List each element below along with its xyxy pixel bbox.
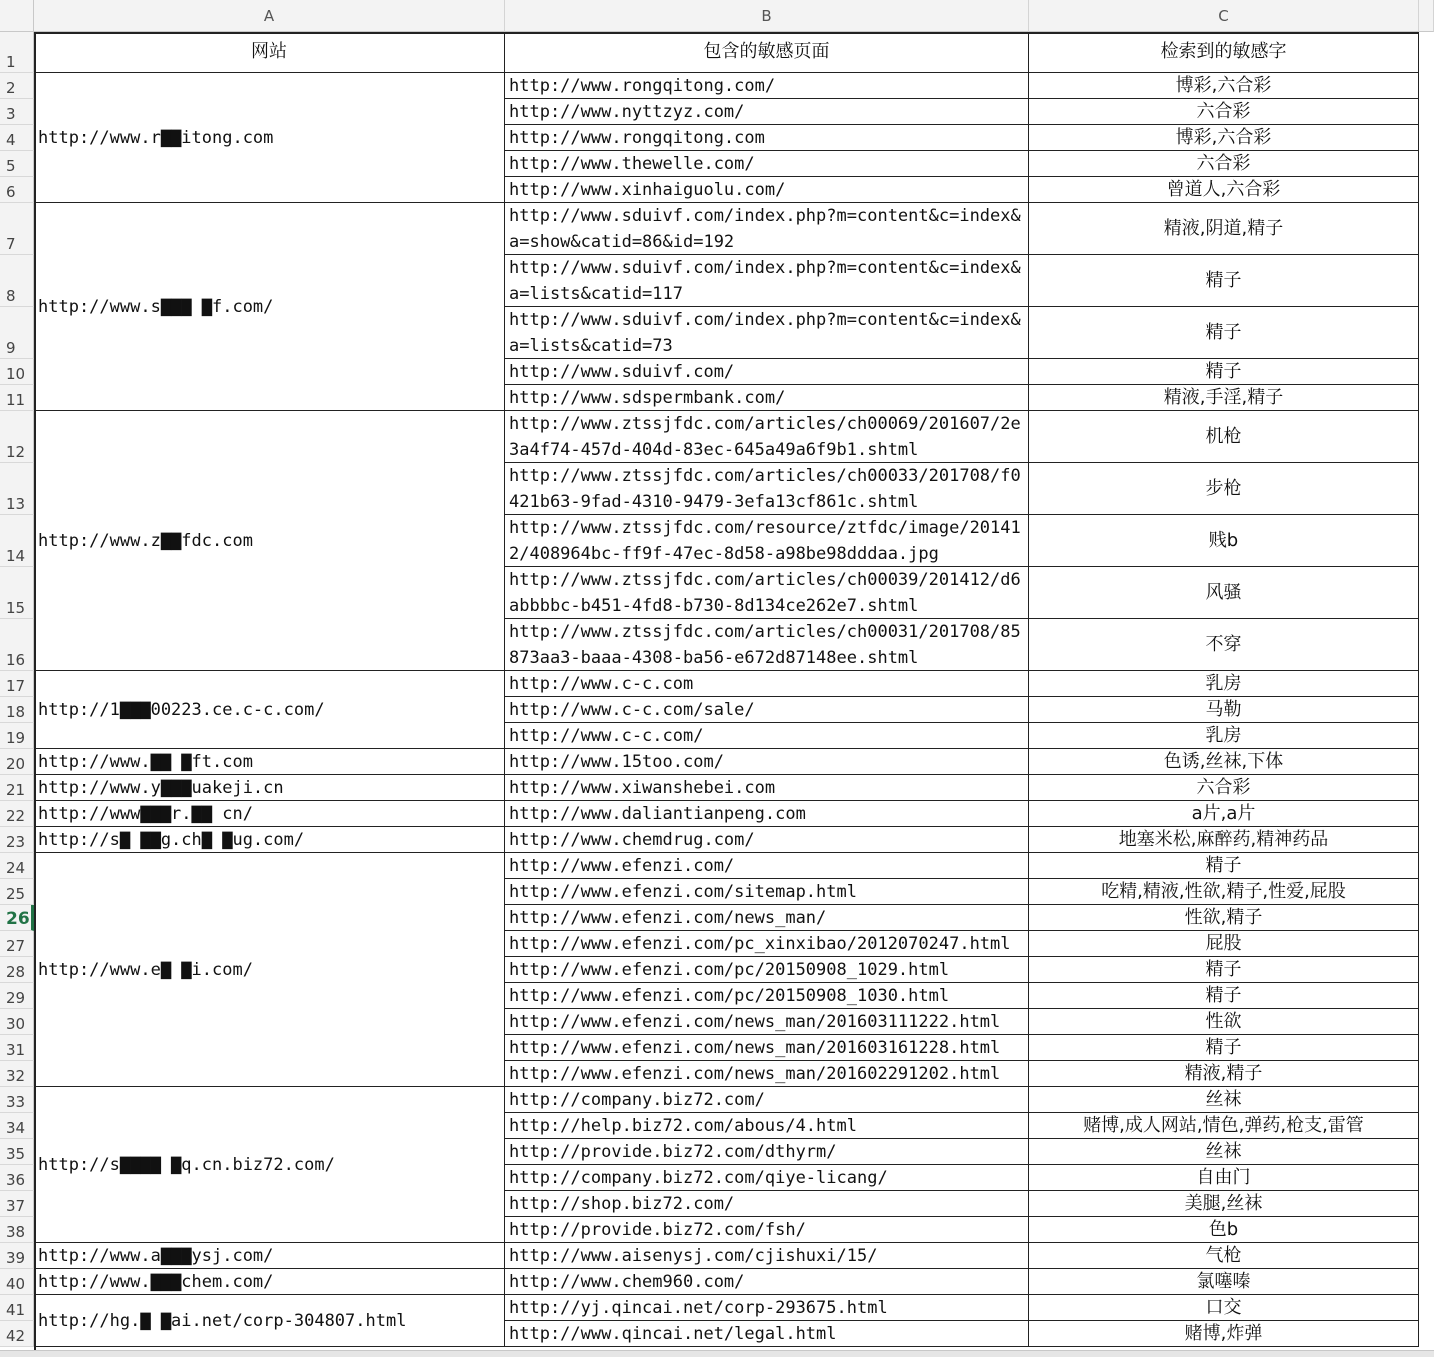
url-cell[interactable]: http://www.efenzi.com/ bbox=[505, 853, 1029, 879]
site-cell[interactable]: http://s▇ ▇▇g.ch▇ ▇ug.com/ bbox=[34, 827, 505, 853]
url-cell[interactable]: http://www.nyttzyz.com/ bbox=[505, 99, 1029, 125]
keyword-cell[interactable]: 精液,手淫,精子 bbox=[1029, 385, 1419, 411]
url-cell[interactable]: http://www.xiwanshebei.com bbox=[505, 775, 1029, 801]
keyword-cell[interactable]: 赌博,成人网站,情色,弹药,枪支,雷管 bbox=[1029, 1113, 1419, 1139]
site-cell[interactable]: http://www▇▇▇r.▇▇ cn/ bbox=[34, 801, 505, 827]
url-cell[interactable]: http://www.sduivf.com/index.php?m=content&c=index&a=show&catid=86&id=192 bbox=[505, 203, 1029, 255]
row-header[interactable]: 30 bbox=[0, 1009, 34, 1035]
keyword-cell[interactable]: 精子 bbox=[1029, 359, 1419, 385]
url-cell[interactable]: http://www.ztssjfdc.com/articles/ch00031/201708/85873aa3-baaa-4308-ba56-e672d87148ee.shtml bbox=[505, 619, 1029, 671]
url-cell[interactable]: http://www.efenzi.com/pc_xinxibao/2012070247.html bbox=[505, 931, 1029, 957]
row-header[interactable]: 26 bbox=[0, 905, 34, 931]
column-header-blank bbox=[1419, 0, 1434, 32]
keyword-cell[interactable]: a片,a片 bbox=[1029, 801, 1419, 827]
row-header[interactable]: 13 bbox=[0, 463, 34, 515]
url-cell[interactable]: http://www.efenzi.com/news_man/201603161228.html bbox=[505, 1035, 1029, 1061]
row-header[interactable]: 10 bbox=[0, 359, 34, 385]
url-cell[interactable]: http://www.daliantianpeng.com bbox=[505, 801, 1029, 827]
row-header[interactable]: 41 bbox=[0, 1295, 34, 1321]
keyword-cell[interactable]: 丝袜 bbox=[1029, 1139, 1419, 1165]
keyword-cell[interactable]: 精子 bbox=[1029, 255, 1419, 307]
row-header[interactable]: 24 bbox=[0, 853, 34, 879]
keyword-cell[interactable]: 吃精,精液,性欲,精子,性爱,屁股 bbox=[1029, 879, 1419, 905]
row-header[interactable]: 23 bbox=[0, 827, 34, 853]
keyword-cell[interactable]: 风骚 bbox=[1029, 567, 1419, 619]
select-all-corner[interactable] bbox=[0, 0, 34, 32]
keyword-cell[interactable]: 精子 bbox=[1029, 1035, 1419, 1061]
url-cell[interactable]: http://www.efenzi.com/sitemap.html bbox=[505, 879, 1029, 905]
row-header[interactable]: 12 bbox=[0, 411, 34, 463]
row-header[interactable]: 3 bbox=[0, 99, 34, 125]
right-margin bbox=[1419, 32, 1434, 1350]
url-cell[interactable]: http://www.qincai.net/legal.html bbox=[505, 1321, 1029, 1347]
keyword-cell[interactable]: 精子 bbox=[1029, 983, 1419, 1009]
site-cell[interactable]: http://1▇▇▇00223.ce.c-c.com/ bbox=[34, 671, 505, 749]
url-cell[interactable]: http://www.ztssjfdc.com/articles/ch00033/201708/f0421b63-9fad-4310-9479-3efa13cf861c.shtml bbox=[505, 463, 1029, 515]
keyword-cell[interactable]: 口交 bbox=[1029, 1295, 1419, 1321]
site-cell[interactable]: http://www.z▇▇fdc.com bbox=[34, 411, 505, 671]
row-header[interactable]: 36 bbox=[0, 1165, 34, 1191]
site-cell[interactable]: http://www.▇▇ ▇ft.com bbox=[34, 749, 505, 775]
url-cell[interactable]: http://www.rongqitong.com/ bbox=[505, 73, 1029, 99]
keyword-cell[interactable]: 六合彩 bbox=[1029, 99, 1419, 125]
keyword-cell[interactable]: 气枪 bbox=[1029, 1243, 1419, 1269]
row-header[interactable]: 7 bbox=[0, 203, 34, 255]
url-cell[interactable]: http://www.xinhaiguolu.com/ bbox=[505, 177, 1029, 203]
keyword-cell[interactable]: 自由门 bbox=[1029, 1165, 1419, 1191]
column-header-a[interactable]: A bbox=[34, 0, 505, 32]
url-cell[interactable]: http://www.aisenysj.com/cjishuxi/15/ bbox=[505, 1243, 1029, 1269]
url-cell[interactable]: http://shop.biz72.com/ bbox=[505, 1191, 1029, 1217]
url-cell[interactable]: http://www.c-c.com/sale/ bbox=[505, 697, 1029, 723]
keyword-cell[interactable]: 博彩,六合彩 bbox=[1029, 73, 1419, 99]
keyword-cell[interactable]: 精子 bbox=[1029, 957, 1419, 983]
row-header[interactable]: 27 bbox=[0, 931, 34, 957]
table-border-left bbox=[34, 32, 36, 1350]
keyword-cell[interactable]: 屁股 bbox=[1029, 931, 1419, 957]
keyword-cell[interactable]: 色诱,丝袜,下体 bbox=[1029, 749, 1419, 775]
site-cell[interactable]: http://www.y▇▇▇uakeji.cn bbox=[34, 775, 505, 801]
keyword-cell[interactable]: 乳房 bbox=[1029, 671, 1419, 697]
row-header[interactable]: 16 bbox=[0, 619, 34, 671]
row-header[interactable]: 35 bbox=[0, 1139, 34, 1165]
url-cell[interactable]: http://provide.biz72.com/dthyrm/ bbox=[505, 1139, 1029, 1165]
keyword-cell[interactable]: 精子 bbox=[1029, 853, 1419, 879]
row-header[interactable]: 11 bbox=[0, 385, 34, 411]
row-header[interactable]: 34 bbox=[0, 1113, 34, 1139]
row-header[interactable]: 1 bbox=[0, 32, 34, 73]
row-header[interactable]: 32 bbox=[0, 1061, 34, 1087]
url-cell[interactable]: http://www.chemdrug.com/ bbox=[505, 827, 1029, 853]
url-cell[interactable]: http://www.efenzi.com/pc/20150908_1029.html bbox=[505, 957, 1029, 983]
row-header[interactable]: 8 bbox=[0, 255, 34, 307]
row-header[interactable]: 39 bbox=[0, 1243, 34, 1269]
row-header[interactable]: 38 bbox=[0, 1217, 34, 1243]
keyword-cell[interactable]: 机枪 bbox=[1029, 411, 1419, 463]
keyword-cell[interactable]: 精子 bbox=[1029, 307, 1419, 359]
site-cell[interactable]: http://www.▇▇▇chem.com/ bbox=[34, 1269, 505, 1295]
keyword-cell[interactable]: 丝袜 bbox=[1029, 1087, 1419, 1113]
keyword-cell[interactable]: 性欲 bbox=[1029, 1009, 1419, 1035]
url-cell[interactable]: http://www.15too.com/ bbox=[505, 749, 1029, 775]
url-cell[interactable]: http://company.biz72.com/qiye-licang/ bbox=[505, 1165, 1029, 1191]
row-header[interactable]: 9 bbox=[0, 307, 34, 359]
url-cell[interactable]: http://help.biz72.com/abous/4.html bbox=[505, 1113, 1029, 1139]
keyword-cell[interactable]: 六合彩 bbox=[1029, 151, 1419, 177]
keyword-cell[interactable]: 贱b bbox=[1029, 515, 1419, 567]
keyword-cell[interactable]: 不穿 bbox=[1029, 619, 1419, 671]
header-cell-words[interactable]: 检索到的敏感字 bbox=[1029, 32, 1419, 73]
url-cell[interactable]: http://www.rongqitong.com bbox=[505, 125, 1029, 151]
url-cell[interactable]: http://www.ztssjfdc.com/articles/ch00039/201412/d6abbbbc-b451-4fd8-b730-8d134ce262e7.shtml bbox=[505, 567, 1029, 619]
url-cell[interactable]: http://www.ztssjfdc.com/articles/ch00069/201607/2e3a4f74-457d-404d-83ec-645a49a6f9b1.shtml bbox=[505, 411, 1029, 463]
row-header[interactable]: 28 bbox=[0, 957, 34, 983]
row-header[interactable]: 18 bbox=[0, 697, 34, 723]
row-header[interactable]: 20 bbox=[0, 749, 34, 775]
url-cell[interactable]: http://www.c-c.com/ bbox=[505, 723, 1029, 749]
row-header[interactable]: 37 bbox=[0, 1191, 34, 1217]
keyword-cell[interactable]: 曾道人,六合彩 bbox=[1029, 177, 1419, 203]
row-header[interactable]: 19 bbox=[0, 723, 34, 749]
url-cell[interactable]: http://www.ztssjfdc.com/resource/ztfdc/image/201412/408964bc-ff9f-47ec-8d58-a98be98dddaa.jpg bbox=[505, 515, 1029, 567]
keyword-cell[interactable]: 六合彩 bbox=[1029, 775, 1419, 801]
row-header[interactable]: 6 bbox=[0, 177, 34, 203]
url-cell[interactable]: http://www.efenzi.com/news_man/ bbox=[505, 905, 1029, 931]
row-header[interactable]: 4 bbox=[0, 125, 34, 151]
column-header-b[interactable]: B bbox=[505, 0, 1029, 32]
url-cell[interactable]: http://www.sduivf.com/ bbox=[505, 359, 1029, 385]
row-header[interactable]: 14 bbox=[0, 515, 34, 567]
site-cell[interactable]: http://www.a▇▇▇ysj.com/ bbox=[34, 1243, 505, 1269]
row-header[interactable]: 2 bbox=[0, 73, 34, 99]
url-cell[interactable]: http://www.thewelle.com/ bbox=[505, 151, 1029, 177]
row-header[interactable]: 40 bbox=[0, 1269, 34, 1295]
url-cell[interactable]: http://www.sduivf.com/index.php?m=content&c=index&a=lists&catid=117 bbox=[505, 255, 1029, 307]
site-cell[interactable]: http://www.e▇ ▇i.com/ bbox=[34, 853, 505, 1087]
row-header[interactable]: 31 bbox=[0, 1035, 34, 1061]
keyword-cell[interactable]: 精液,精子 bbox=[1029, 1061, 1419, 1087]
keyword-cell[interactable]: 氯噻嗪 bbox=[1029, 1269, 1419, 1295]
url-cell[interactable]: http://provide.biz72.com/fsh/ bbox=[505, 1217, 1029, 1243]
url-cell[interactable]: http://www.chem960.com/ bbox=[505, 1269, 1029, 1295]
row-header[interactable]: 25 bbox=[0, 879, 34, 905]
url-cell[interactable]: http://www.efenzi.com/news_man/201602291202.html bbox=[505, 1061, 1029, 1087]
row-header[interactable]: 42 bbox=[0, 1321, 34, 1347]
keyword-cell[interactable]: 色b bbox=[1029, 1217, 1419, 1243]
url-cell[interactable]: http://www.c-c.com bbox=[505, 671, 1029, 697]
row-header[interactable]: 21 bbox=[0, 775, 34, 801]
url-cell[interactable]: http://yj.qincai.net/corp-293675.html bbox=[505, 1295, 1029, 1321]
keyword-cell[interactable]: 乳房 bbox=[1029, 723, 1419, 749]
keyword-cell[interactable]: 地塞米松,麻醉药,精神药品 bbox=[1029, 827, 1419, 853]
site-cell[interactable]: http://www.r▇▇itong.com bbox=[34, 73, 505, 203]
header-cell-site[interactable]: 网站 bbox=[34, 32, 505, 73]
keyword-cell[interactable]: 步枪 bbox=[1029, 463, 1419, 515]
row-header[interactable]: 15 bbox=[0, 567, 34, 619]
keyword-cell[interactable]: 马勒 bbox=[1029, 697, 1419, 723]
site-cell[interactable]: http://s▇▇▇▇ ▇q.cn.biz72.com/ bbox=[34, 1087, 505, 1243]
row-header[interactable]: 17 bbox=[0, 671, 34, 697]
row-header[interactable]: 22 bbox=[0, 801, 34, 827]
header-cell-pages[interactable]: 包含的敏感页面 bbox=[505, 32, 1029, 73]
url-cell[interactable]: http://www.sduivf.com/index.php?m=content&c=index&a=lists&catid=73 bbox=[505, 307, 1029, 359]
keyword-cell[interactable]: 精液,阴道,精子 bbox=[1029, 203, 1419, 255]
url-cell[interactable]: http://www.efenzi.com/pc/20150908_1030.html bbox=[505, 983, 1029, 1009]
keyword-cell[interactable]: 美腿,丝袜 bbox=[1029, 1191, 1419, 1217]
row-header[interactable]: 5 bbox=[0, 151, 34, 177]
row-header[interactable]: 33 bbox=[0, 1087, 34, 1113]
keyword-cell[interactable]: 赌博,炸弹 bbox=[1029, 1321, 1419, 1347]
site-cell[interactable]: http://www.s▇▇▇ ▇f.com/ bbox=[34, 203, 505, 411]
url-cell[interactable]: http://company.biz72.com/ bbox=[505, 1087, 1029, 1113]
url-cell[interactable]: http://www.efenzi.com/news_man/201603111222.html bbox=[505, 1009, 1029, 1035]
keyword-cell[interactable]: 博彩,六合彩 bbox=[1029, 125, 1419, 151]
row-header[interactable]: 29 bbox=[0, 983, 34, 1009]
keyword-cell[interactable]: 性欲,精子 bbox=[1029, 905, 1419, 931]
site-cell[interactable]: http://hg.▇ ▇ai.net/corp-304807.html bbox=[34, 1295, 505, 1347]
table-border-top bbox=[34, 32, 1419, 34]
column-header-c[interactable]: C bbox=[1029, 0, 1419, 32]
url-cell[interactable]: http://www.sdspermbank.com/ bbox=[505, 385, 1029, 411]
